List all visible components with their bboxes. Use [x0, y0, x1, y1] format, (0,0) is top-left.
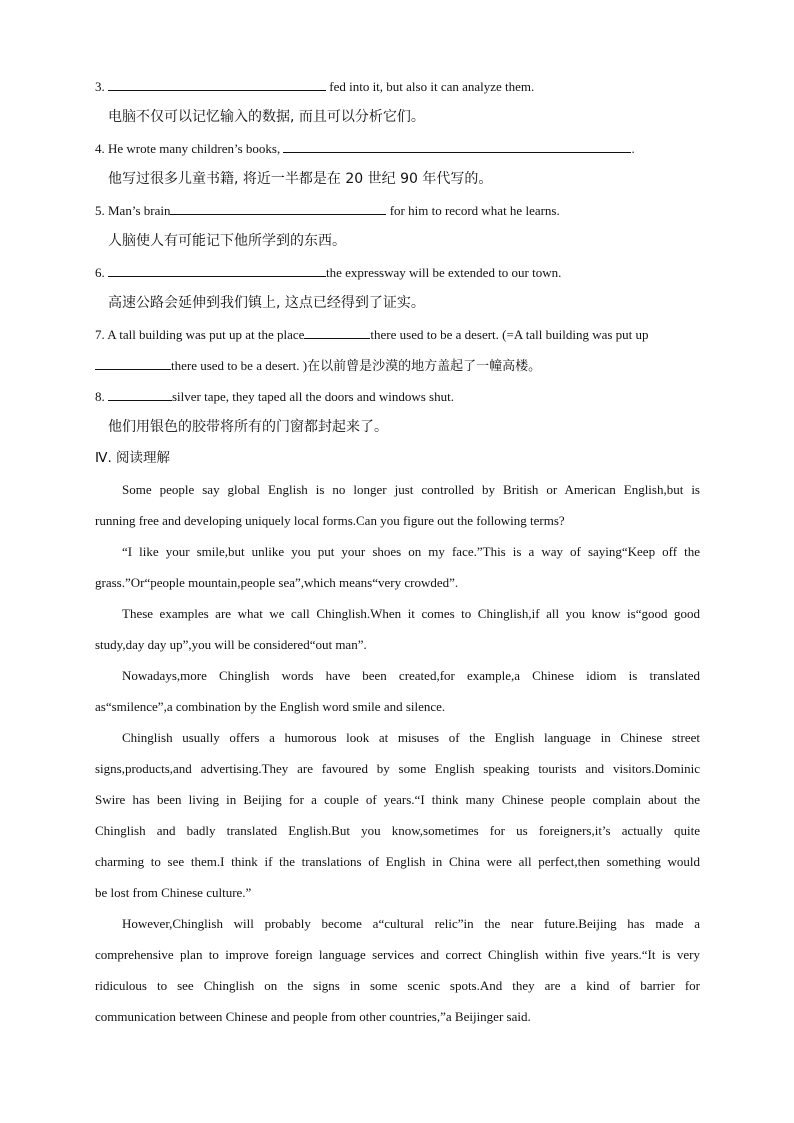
translation-8: 他们用银色的胶带将所有的门窗都封起来了。	[108, 419, 388, 435]
passage-paragraph-6	[95, 908, 700, 1032]
passage-paragraph-4	[95, 660, 700, 722]
exercise-4	[95, 133, 700, 164]
passage-paragraph-2	[95, 536, 700, 598]
passage-line: be lost from Chinese culture.”	[95, 885, 252, 900]
passage-line: grass.”Or“people mountain,people sea”,which means“very crowded”.	[95, 575, 459, 590]
exercise-number: 3.	[95, 79, 108, 94]
passage-line: These examples are what we call Chinglish.When it comes to Chinglish,if all you know is“good good	[122, 606, 700, 621]
passage-line: However,Chinglish will probably become a“cultural relic”in the near future.Beijing has made a	[122, 916, 700, 931]
passage-paragraph-5	[95, 722, 700, 908]
passage-line: Swire has been living in Beijing for a couple of years.“I think many Chinese people complain about the	[95, 792, 700, 807]
exercise-text: 7. A tall building was put up at the place	[95, 327, 305, 342]
exercise-text: 4. He wrote many children’s books,	[95, 141, 284, 156]
exercise-text: for him to record what he learns.	[386, 203, 560, 218]
translation-4: 他写过很多儿童书籍, 将近一半都是在 20 世纪 90 年代写的。	[108, 171, 493, 187]
exercise-6	[95, 257, 700, 288]
answer-blank[interactable]	[283, 140, 631, 153]
passage-paragraph-3	[95, 598, 700, 660]
passage-line: Chinglish and badly translated English.But you know,sometimes for us foreigners,it’s actually quite	[95, 823, 700, 838]
answer-blank[interactable]	[108, 264, 326, 277]
exercise-text: the expressway will be extended to our town.	[326, 265, 562, 280]
answer-blank[interactable]	[108, 388, 172, 401]
passage-line: running free and developing uniquely local forms.Can you figure out the following terms?	[95, 513, 565, 528]
answer-blank[interactable]	[170, 202, 386, 215]
exercise-number: 6.	[95, 265, 108, 280]
passage-line: as“smilence”,a combination by the English word smile and silence.	[95, 699, 446, 714]
exercise-text: fed into it, but also it can analyze them.	[326, 79, 535, 94]
exercise-text: .	[631, 141, 635, 156]
exercise-7-continued	[95, 350, 700, 381]
answer-blank[interactable]	[304, 326, 370, 339]
exercise-text: there used to be a desert. (=A tall building was put up	[370, 327, 649, 342]
passage-line: comprehensive plan to improve foreign language services and correct Chinglish within five years.“It is very	[95, 947, 700, 962]
exercise-3	[95, 71, 700, 102]
passage-line: Some people say global English is no longer just controlled by British or American English,but is	[122, 482, 700, 497]
passage-line: Chinglish usually offers a humorous look at misuses of the English language in Chinese street	[122, 730, 700, 745]
translation-3: 电脑不仅可以记忆输入的数据, 而且可以分析它们。	[108, 109, 425, 125]
passage-line: “I like your smile,but unlike you put your shoes on my face.”This is a way of saying“Keep off the	[122, 544, 700, 559]
exercise-text: there used to be a desert. )在以前曾是沙漠的地方盖起了一幢高楼。	[171, 358, 542, 373]
answer-blank[interactable]	[95, 357, 171, 370]
passage-line: charming to see them.I think if the translations of English in China were all perfect,then something would	[95, 854, 700, 869]
passage-line: communication between Chinese and people from other countries,”a Beijinger said.	[95, 1009, 531, 1024]
section-title: Ⅳ. 阅读理解	[95, 450, 171, 466]
exercise-text: 5. Man’s brain	[95, 203, 171, 218]
answer-blank[interactable]	[108, 78, 326, 91]
document-page	[95, 71, 700, 1032]
exercise-text: silver tape, they taped all the doors and windows shut.	[172, 389, 454, 404]
exercise-5	[95, 195, 700, 226]
exercise-8	[95, 381, 700, 412]
translation-6: 高速公路会延伸到我们镇上, 这点已经得到了证实。	[108, 295, 425, 311]
translation-5: 人脑使人有可能记下他所学到的东西。	[108, 233, 346, 249]
passage-paragraph-1	[95, 474, 700, 536]
passage-line: study,day day up”,you will be considered“out man”.	[95, 637, 367, 652]
passage-line: ridiculous to see Chinglish on the signs in some scenic spots.And they are a kind of barrier for	[95, 978, 700, 993]
exercise-7	[95, 319, 700, 350]
exercise-number: 8.	[95, 389, 108, 404]
passage-line: signs,products,and advertising.They are favoured by some English speaking tourists and visitors.Dominic	[95, 761, 700, 776]
passage-line: Nowadays,more Chinglish words have been created,for example,a Chinese idiom is translated	[122, 668, 700, 683]
